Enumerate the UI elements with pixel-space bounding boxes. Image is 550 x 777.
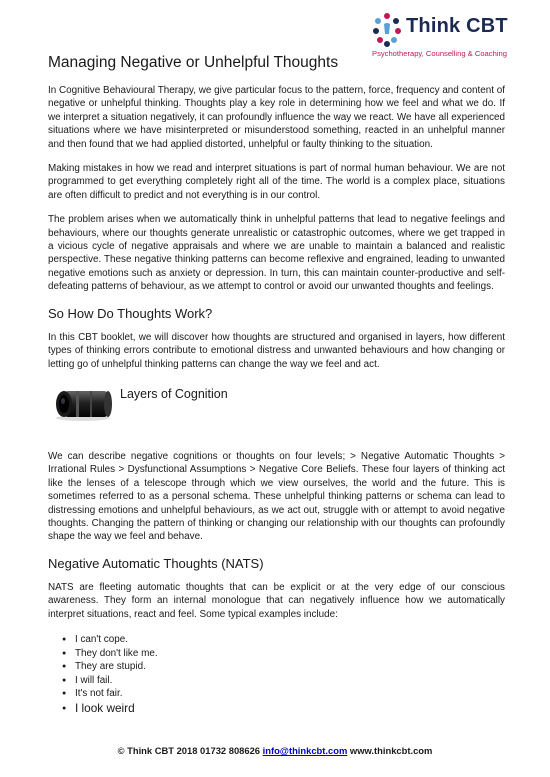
camera-lens-icon: [52, 386, 114, 422]
list-item: ● They don't like me.: [62, 647, 505, 661]
page-title: Managing Negative or Unhelpful Thoughts: [48, 54, 339, 71]
nats-examples-list: [48, 633, 505, 716]
logo-subtitle: Psychotherapy, Counselling & Coaching: [372, 49, 507, 58]
list-item: ● I can't cope.: [62, 633, 505, 647]
footer: [0, 745, 550, 756]
nats-heading: Negative Automatic Thoughts (NATS): [48, 555, 264, 571]
intro-paragraph-1: In Cognitive Behavioural Therapy, we give particular focus to the pattern, force, frequency and content of negative or unhelpful thinking. Thoughts play a key role in determining how we feel and what we do. If we interpret a situation negatively, it can profoundly influence the way we react. We have all experienced situations where we have misinterpreted or misunderstood something, reacted in an unhelpful manner and then found that we had applied distorted, unhelpful or faulty thinking to the situation.: [48, 85, 505, 150]
logo-title: Think CBT: [406, 15, 508, 37]
footer-copyright: © Think CBT 2018 01732 808626: [117, 745, 263, 756]
document-body: [48, 53, 505, 716]
how-paragraph: In this CBT booklet, we will discover how thoughts are structured and organised in layers, how different types of thinking errors contribute to emotional distress and unwanted behaviours and how changing or letting go of unhelpful thinking patterns can change the way we feel and act.: [48, 331, 505, 370]
people-circle-icon: [372, 12, 402, 50]
list-item: ● They are stupid.: [62, 660, 505, 674]
list-item: ● I look weird: [62, 701, 505, 716]
layers-heading: Layers of Cognition: [120, 386, 228, 401]
layers-paragraph: We can describe negative cognitions or thoughts on four levels; > Negative Automatic Thoughts > Irrational Rules > Dysfunctional Assumptions > Negative Core Beliefs. These four layers of thinking act like the lenses of a telescope through which we view ourselves, the world and the future. This is sometimes referred to as a personal schema. These unhelpful thinking patterns or schema can lead to distressing emotions and unhelpful behaviours, as we act out, struggle with or attempt to avoid negative thoughts. Changing the pattern of thinking or changing our relationship with our thoughts can profoundly shape the way we feel and behave.: [48, 450, 505, 543]
how-heading: So How Do Thoughts Work?: [48, 305, 213, 321]
footer-email-link[interactable]: info@thinkcbt.com: [262, 745, 348, 756]
footer-website: www.thinkcbt.com: [347, 745, 433, 756]
logo: [372, 12, 542, 58]
layers-heading-row: [48, 382, 505, 440]
nats-paragraph: NATS are fleeting automatic thoughts that can be explicit or at the very edge of our conscious awareness. They form an internal monologue that can negatively influence how we automatically interpret situations, react and feel. Some typical examples include:: [48, 581, 505, 620]
list-item: ● I will fail.: [62, 674, 505, 688]
intro-paragraph-2: Making mistakes in how we read and interpret situations is part of normal human behaviour. We are not programmed to get everything completely right all of the time. The world is a complex place, situations are often difficult to predict and not everything is in our control.: [48, 163, 505, 201]
list-item: ● It's not fair.: [62, 687, 505, 701]
intro-paragraph-3: The problem arises when we automatically think in unhelpful patterns that lead to negative feelings and behaviours, where our thoughts generate unrealistic or catastrophic outcomes, where we get trapped in a vicious cycle of negative appraisals and where we are unable to maintain a balanced and realistic perspective. These negative thinking patterns can become reflexive and engrained, leading to unwanted negative emotions such as anxiety or depression. In turn, this can maintain counter-productive and self-defeating patterns of behaviour, as we attempt to control or avoid our unwanted thoughts and feelings.: [48, 214, 505, 293]
